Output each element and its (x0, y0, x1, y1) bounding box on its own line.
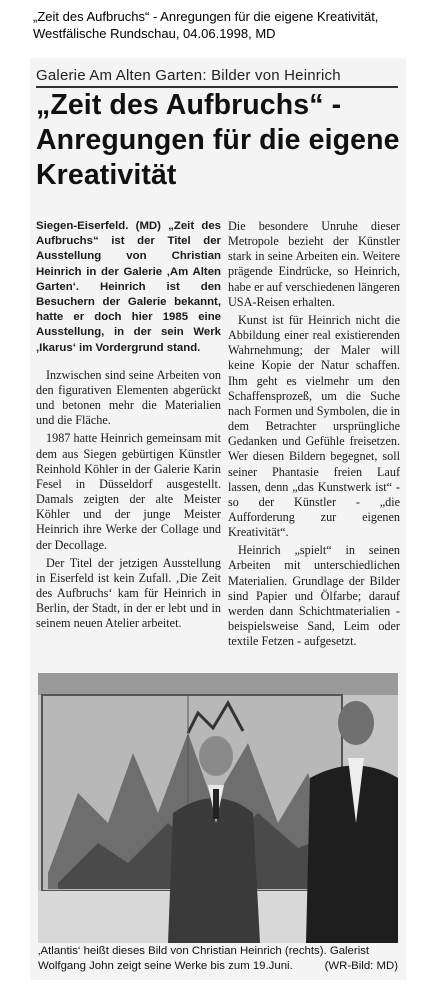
article-paragraph: Die besondere Unruhe dieser Metropole bezieht der Künstler stark in seine Arbeiten ein. Weitere prägende Eindrücke, so Heinrich, habe er auf verschiedenen längeren USA-Reisen erhalten. (228, 219, 400, 309)
article-kicker: Galerie Am Alten Garten: Bilder von Heinrich (36, 67, 341, 84)
article-paragraph: 1987 hatte Heinrich gemeinsam mit dem aus Siegen gebürtigen Künstler Reinhold Köhler in der Galerie Karin Fesel in Düsseldorf ausgestellt. Damals zeigten der alte Meister Köhler und der junge Meister Heinrich ihre Werke der Collage und der Decollage. (36, 431, 221, 552)
article-paragraph: Heinrich „spielt“ in seinen Arbeiten mit unterschiedlichen Materialien. Grundlage der Bilder sind Papier und Ölfarbe; darauf werden dann Schichtmaterialien - beispielsweise Sand, Leim oder textile Fetzen - aufgesetzt. (228, 543, 400, 649)
photo-caption-text: ‚Atlantis‘ heißt dieses Bild von Christian Heinrich (rechts). Galerist Wolfgang John zeigt seine Werke bis zum 19.Juni. (38, 945, 370, 972)
photo-caption (38, 944, 398, 974)
clipping-caption: „Zeit des Aufbruchs“ - Anregungen für die eigene Kreativität, Westfälische Rundschau, 04.06.1998, MD (33, 9, 379, 41)
article-column-right (228, 219, 400, 652)
article-photo (38, 673, 398, 943)
article-headline: „Zeit des Aufbruchs“ - Anregungen für die eigene Kreativität (36, 89, 400, 191)
photo-illustration (38, 673, 398, 943)
photo-credit: (WR-Bild: MD) (324, 960, 398, 972)
article-column-left (36, 219, 221, 634)
article-paragraph: Inzwischen sind seine Arbeiten von den figurativen Elementen abgerückt und betonen mehr die Materialien und die Fläche. (36, 367, 221, 428)
article-lead: Siegen-Eiserfeld. (MD) „Zeit des Aufbruchs“ ist der Titel der Ausstellung von Christian Heinrich in der Galerie ‚Am Alten Garten‘. Heinrich ist den Besuchern der Galerie bekannt, hatte er doch hier 1985 eine Ausstellung, in der sein Werk ‚Ikarus‘ im Vordergrund stand. (36, 220, 221, 354)
article-paragraph: Kunst ist für Heinrich nicht die Abbildung einer real existierenden Wahrnehmung; der Maler will keine Kopie der Natur schaffen. Ihm geht es vielmehr um den Schaffensprozeß, um die Suche nach Formen und Symbolen, die in dem Betrachter ursprüngliche Gedanken und Gefühle freisetzen. Wer diesen Bildern begegnet, soll seiner Phantasie freien Lauf lassen, denn „das Kunstwerk ist“ - so der Künstler - „die Aufforderung zur eigenen Kreativität“. (228, 312, 400, 540)
article-paragraph: Der Titel der jetzigen Ausstellung in Eiserfeld ist kein Zufall. ‚Die Zeit des Aufbruchs‘ kam für Heinrich in Berlin, der Stadt, in der er lebt und in seinem neuen Atelier arbeitet. (36, 555, 221, 631)
